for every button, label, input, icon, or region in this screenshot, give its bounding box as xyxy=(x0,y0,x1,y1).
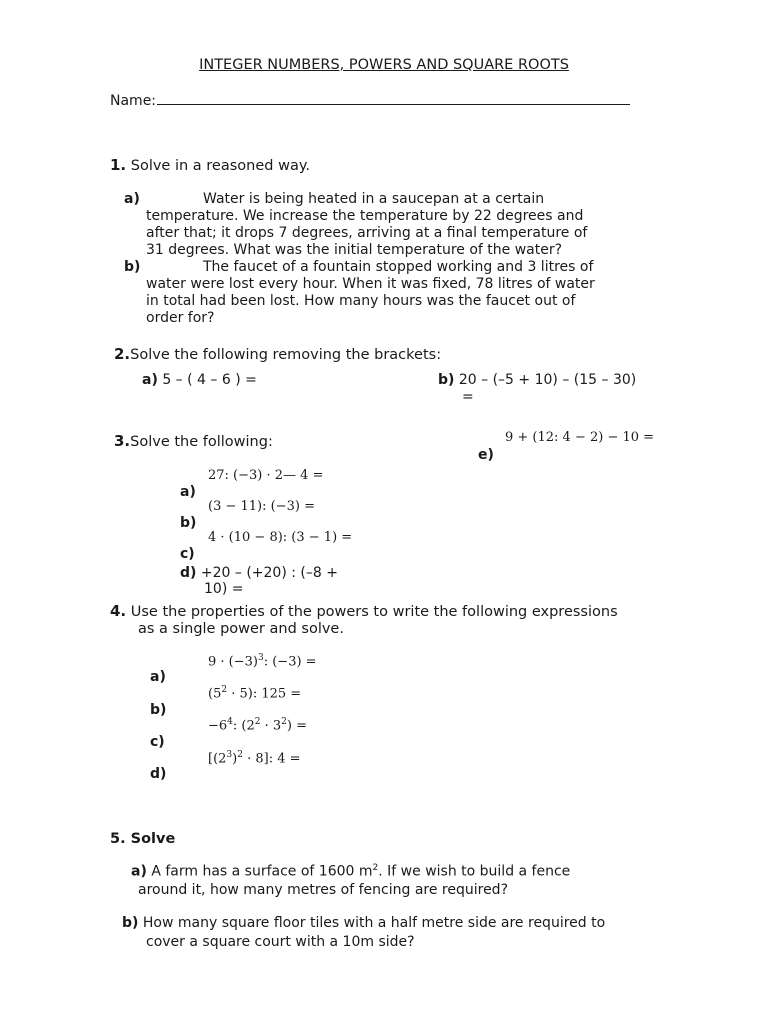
question-prompt: Solve the following: xyxy=(130,434,273,450)
question-prompt: Solve in a reasoned way. xyxy=(130,158,310,174)
q1b-line-4: order for? xyxy=(146,310,215,326)
q5a-line-2: around it, how many metres of fencing are required? xyxy=(138,882,509,898)
item-label: a) xyxy=(150,669,166,685)
q5a-text-start: A farm has a surface of 1600 m xyxy=(151,863,373,880)
page-title: INTEGER NUMBERS, POWERS AND SQUARE ROOTS xyxy=(199,57,569,73)
q3d-expression-line-1: +20 – (+20) : (–8 + xyxy=(200,565,338,581)
q1b-line-2: water were lost every hour. When it was fixed, 78 litres of water xyxy=(146,276,595,292)
q3b-expression: (3 − 11): (−3) = xyxy=(208,499,315,514)
question-number: 2. xyxy=(114,345,131,363)
item-label: b) xyxy=(124,259,141,275)
q4c-expression: $-6^4$: $(2^2 \cdot 3^2)$ = xyxy=(208,717,308,734)
superscript: 2 xyxy=(372,863,379,873)
q1a-line-2: temperature. We increase the temperature by 22 degrees and xyxy=(146,208,584,224)
item-label: a) xyxy=(124,191,140,207)
item-label: b) xyxy=(122,915,139,931)
q2a-expression: 5 – ( 4 – 6 ) = xyxy=(162,372,257,388)
item-label: a) xyxy=(131,863,147,880)
q1a-line-1: Water is being heated in a saucepan at a certain xyxy=(203,191,545,207)
q3d xyxy=(180,565,338,581)
question-number: 4. xyxy=(110,602,127,620)
q3c-expression: 4 · (10 − 8): (3 − 1) = xyxy=(208,530,353,545)
q5b-text: How many square floor tiles with a half metre side are required to xyxy=(142,915,606,931)
q3d-expression-line-2: 10) = xyxy=(204,581,244,597)
q2b-continuation: = xyxy=(462,389,474,405)
q2b xyxy=(438,372,636,388)
question-prompt: Solve the following removing the brackets: xyxy=(130,347,442,363)
q4d-expression: $[(2^3)^2 \cdot 8]$: 4 = xyxy=(208,750,301,767)
name-label: Name: xyxy=(110,93,157,109)
q4a-expression: $9 \cdot (-3)^3$: (−3) = xyxy=(208,653,317,670)
question-number: 1. xyxy=(110,156,127,174)
q4b-expression: $(5^2 \cdot 5)$: 125 = xyxy=(208,685,302,702)
q1a-line-4: 31 degrees. What was the initial temperature of the water? xyxy=(146,242,563,258)
item-label: a) xyxy=(142,372,158,388)
item-label: b) xyxy=(180,515,197,531)
item-label: c) xyxy=(180,546,195,562)
q1b-line-1: The faucet of a fountain stopped working and 3 litres of xyxy=(203,259,594,275)
q3e-expression: 9 + (12: 4 − 2) − 10 = xyxy=(505,430,655,445)
q2b-expression: 20 – (–5 + 10) – (15 – 30) xyxy=(458,372,637,388)
question-2-heading xyxy=(114,345,441,363)
item-label: c) xyxy=(150,734,165,750)
item-label: d) xyxy=(180,565,197,581)
q5a-text-end: . If we wish to build a fence xyxy=(378,863,571,880)
q1a-line-3: after that; it drops 7 degrees, arriving at a final temperature of xyxy=(146,225,588,241)
question-1-heading xyxy=(110,156,310,174)
q1b-line-3: in total had been lost. How many hours was the faucet out of xyxy=(146,293,576,309)
q5a-line-1 xyxy=(131,863,570,880)
q5b-line-1 xyxy=(122,915,605,931)
item-label: d) xyxy=(150,766,167,782)
name-field xyxy=(110,90,630,109)
question-4-heading xyxy=(110,602,618,620)
question-3-heading xyxy=(114,432,273,450)
item-label: a) xyxy=(180,484,196,500)
q5b-line-2: cover a square court with a 10m side? xyxy=(146,934,415,950)
q2a xyxy=(142,372,257,388)
item-label: e) xyxy=(478,447,494,463)
item-label: b) xyxy=(438,372,455,388)
question-prompt-line-1: Use the properties of the powers to write the following expressions xyxy=(130,604,618,620)
q3a-expression: 27: (−3) · 2— 4 = xyxy=(208,468,324,483)
question-5-heading: 5. Solve xyxy=(110,831,176,847)
question-prompt-line-2: as a single power and solve. xyxy=(138,621,344,637)
name-blank-line xyxy=(157,90,630,105)
item-label: b) xyxy=(150,702,167,718)
question-number: 3. xyxy=(114,432,131,450)
